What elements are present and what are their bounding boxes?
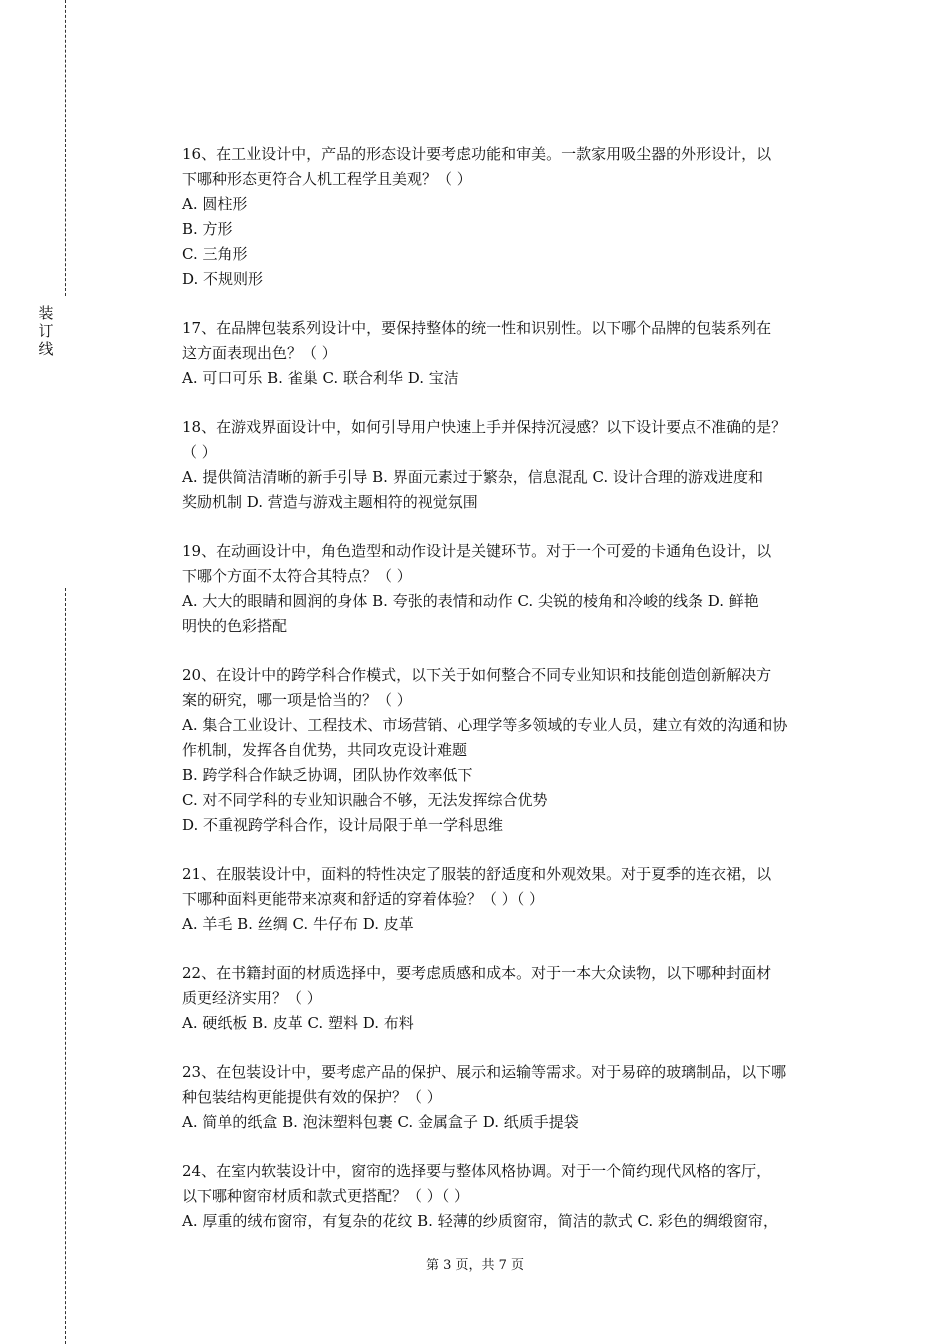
option-c: C. 三角形 bbox=[182, 245, 248, 263]
options-line: A. 简单的纸盒 B. 泡沫塑料包裹 C. 金属盒子 D. 纸质手提袋 bbox=[182, 1113, 579, 1131]
question-19 bbox=[182, 539, 838, 639]
question-line: 下哪种面料更能带来凉爽和舒适的穿着体验？（ ）（ ） bbox=[182, 890, 545, 908]
option-c: C. 对不同学科的专业知识融合不够，无法发挥综合优势 bbox=[182, 791, 548, 809]
options-line: A. 硬纸板 B. 皮革 C. 塑料 D. 布料 bbox=[182, 1014, 414, 1032]
options-line: A. 厚重的绒布窗帘，有复杂的花纹 B. 轻薄的纱质窗帘，简洁的款式 C. 彩色的绸缎窗帘， bbox=[182, 1212, 778, 1230]
question-line: 22、在书籍封面的材质选择中，要考虑质感和成本。对于一本大众读物，以下哪种封面材 bbox=[182, 964, 772, 982]
question-line: 21、在服装设计中，面料的特性决定了服装的舒适度和外观效果。对于夏季的连衣裙，以 bbox=[182, 865, 772, 883]
question-line: 以下哪种窗帘材质和款式更搭配？（ ）（ ） bbox=[182, 1187, 470, 1205]
binding-line-top bbox=[65, 0, 66, 296]
binding-label-char: 线 bbox=[38, 340, 54, 358]
question-line: 16、在工业设计中，产品的形态设计要考虑功能和审美。一款家用吸尘器的外形设计，以 bbox=[182, 145, 772, 163]
question-line: （ ） bbox=[182, 443, 217, 461]
option-a: 作机制，发挥各自优势，共同攻克设计难题 bbox=[182, 741, 468, 759]
question-line: 案的研究，哪一项是恰当的？（ ） bbox=[182, 691, 412, 709]
question-23 bbox=[182, 1060, 838, 1135]
option-b: B. 方形 bbox=[182, 220, 233, 238]
binding-label-char: 装 bbox=[38, 304, 54, 322]
option-b: B. 跨学科合作缺乏协调，团队协作效率低下 bbox=[182, 766, 473, 784]
page-footer: 第 3 页，共 7 页 bbox=[425, 1258, 525, 1273]
question-line: 18、在游戏界面设计中，如何引导用户快速上手并保持沉浸感？以下设计要点不准确的是？ bbox=[182, 418, 787, 436]
question-line: 下哪种形态更符合人机工程学且美观？（ ） bbox=[182, 170, 472, 188]
question-list bbox=[182, 142, 838, 1258]
question-line: 24、在室内软装设计中，窗帘的选择要与整体风格协调。对于一个简约现代风格的客厅， bbox=[182, 1162, 772, 1180]
question-line: 20、在设计中的跨学科合作模式，以下关于如何整合不同专业知识和技能创造创新解决方 bbox=[182, 666, 772, 684]
option-a: A. 圆柱形 bbox=[182, 195, 248, 213]
question-20 bbox=[182, 663, 838, 838]
option-d: D. 不规则形 bbox=[182, 270, 264, 288]
question-22 bbox=[182, 961, 838, 1036]
question-line: 下哪个方面不太符合其特点？（ ） bbox=[182, 567, 412, 585]
question-line: 17、在品牌包装系列设计中，要保持整体的统一性和识别性。以下哪个品牌的包装系列在 bbox=[182, 319, 772, 337]
question-line: 19、在动画设计中，角色造型和动作设计是关键环节。对于一个可爱的卡通角色设计，以 bbox=[182, 542, 772, 560]
options-line: A. 大大的眼睛和圆润的身体 B. 夸张的表情和动作 C. 尖锐的棱角和冷峻的线条 D. 鲜艳 bbox=[182, 592, 759, 610]
question-17 bbox=[182, 316, 838, 391]
question-21 bbox=[182, 862, 838, 937]
question-line: 质更经济实用？（ ） bbox=[182, 989, 322, 1007]
question-line: 这方面表现出色？（ ） bbox=[182, 344, 337, 362]
options-line: A. 提供简洁清晰的新手引导 B. 界面元素过于繁杂，信息混乱 C. 设计合理的游戏进度和 bbox=[182, 468, 763, 486]
question-24 bbox=[182, 1159, 838, 1234]
options-line: A. 可口可乐 B. 雀巢 C. 联合利华 D. 宝洁 bbox=[182, 369, 459, 387]
question-line: 种包装结构更能提供有效的保护？（ ） bbox=[182, 1088, 442, 1106]
binding-label-char: 订 bbox=[38, 322, 54, 340]
options-line: 明快的色彩搭配 bbox=[182, 617, 288, 635]
options-line: 奖励机制 D. 营造与游戏主题相符的视觉氛围 bbox=[182, 493, 478, 511]
options-line: A. 羊毛 B. 丝绸 C. 牛仔布 D. 皮革 bbox=[182, 915, 414, 933]
binding-line-bottom bbox=[65, 588, 66, 1344]
question-18 bbox=[182, 415, 838, 515]
option-d: D. 不重视跨学科合作，设计局限于单一学科思维 bbox=[182, 816, 504, 834]
question-16 bbox=[182, 142, 838, 292]
question-line: 23、在包装设计中，要考虑产品的保护、展示和运输等需求。对于易碎的玻璃制品，以下哪 bbox=[182, 1063, 787, 1081]
option-a: A. 集合工业设计、工程技术、市场营销、心理学等多领域的专业人员，建立有效的沟通和协 bbox=[182, 716, 788, 734]
binding-label bbox=[37, 304, 55, 358]
